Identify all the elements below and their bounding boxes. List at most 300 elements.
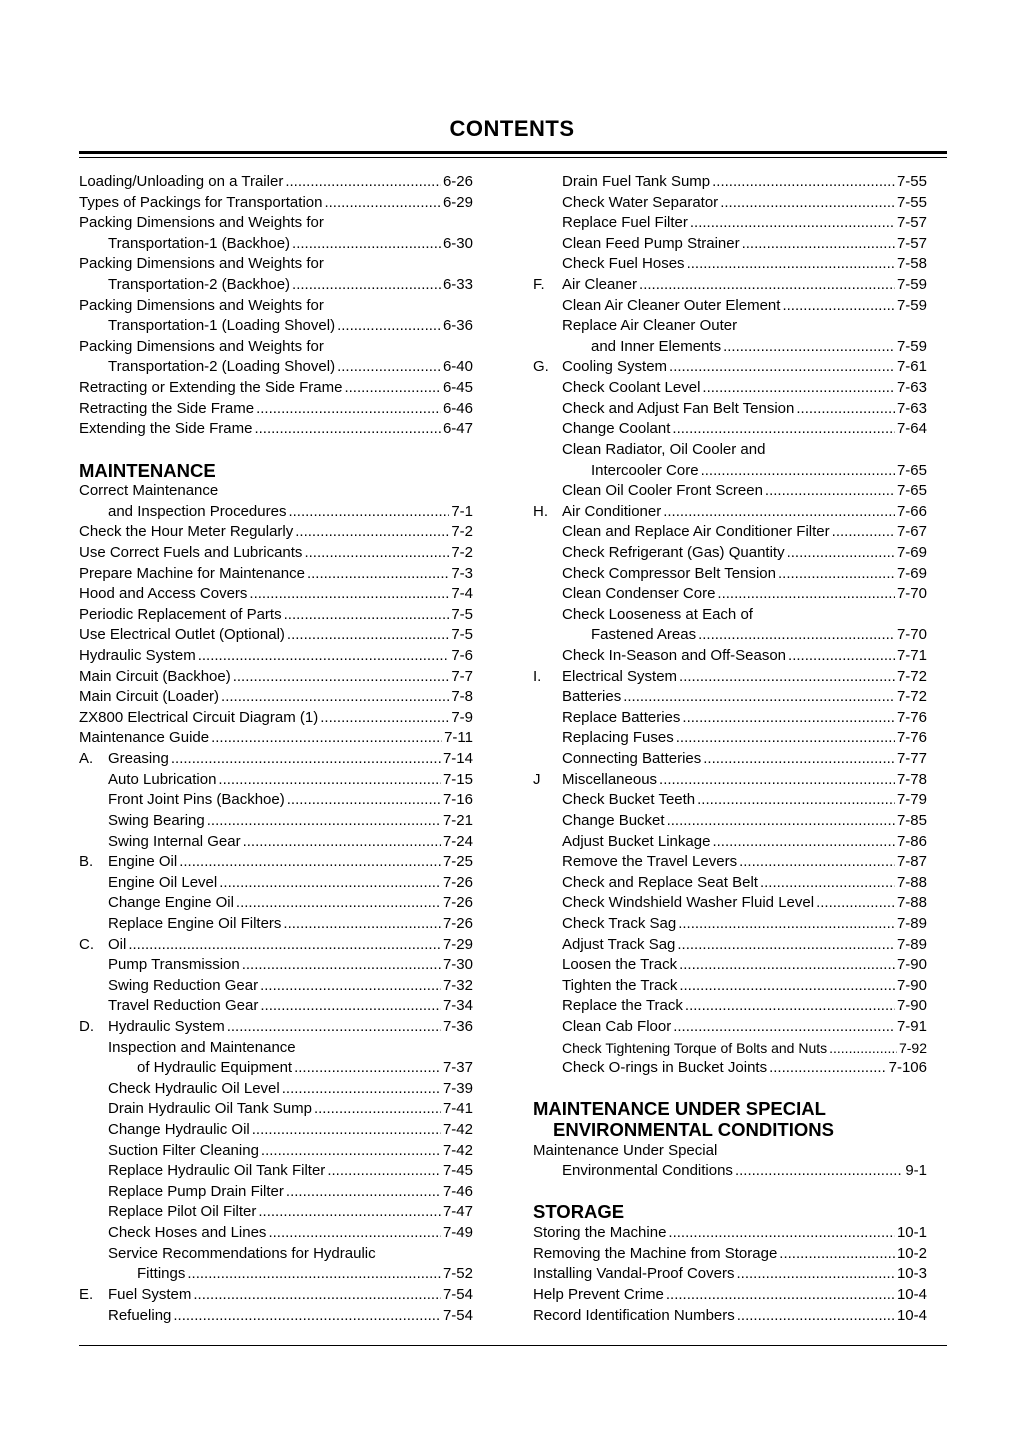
page-number: 7-26 bbox=[442, 914, 473, 932]
entry-title: Retracting the Side Frame bbox=[79, 399, 255, 417]
entry-title: Hydraulic System bbox=[108, 1017, 225, 1035]
toc-entry[interactable] bbox=[79, 254, 473, 275]
dot-leader bbox=[679, 955, 895, 976]
dot-leader bbox=[233, 667, 450, 688]
toc-entry[interactable] bbox=[79, 1017, 473, 1038]
entry-title: Swing Reduction Gear bbox=[108, 976, 259, 994]
page-number: 6-36 bbox=[442, 317, 473, 335]
entry-title: Check Bucket Teeth bbox=[562, 791, 696, 809]
entry-title: Engine Oil Level bbox=[108, 873, 218, 891]
toc-entry[interactable] bbox=[79, 687, 473, 708]
toc-entry[interactable] bbox=[79, 1202, 473, 1223]
dot-leader bbox=[742, 234, 895, 255]
entry-title: Air Cleaner bbox=[562, 276, 638, 294]
dot-leader bbox=[243, 832, 441, 853]
dot-leader bbox=[324, 193, 441, 214]
dot-leader bbox=[193, 1285, 441, 1306]
entry-title: Fittings bbox=[137, 1265, 186, 1283]
page-number: 7-92 bbox=[898, 1039, 927, 1056]
toc-entry[interactable] bbox=[79, 337, 473, 358]
page-number: 7-87 bbox=[896, 853, 927, 871]
toc-entry[interactable] bbox=[533, 502, 927, 523]
toc-entry[interactable] bbox=[79, 275, 473, 296]
entry-title: Packing Dimensions and Weights for bbox=[79, 337, 324, 355]
dot-leader bbox=[663, 502, 895, 523]
toc-entry[interactable] bbox=[79, 976, 473, 997]
toc-entry[interactable] bbox=[533, 728, 927, 749]
dot-leader bbox=[337, 357, 441, 378]
toc-entry[interactable] bbox=[79, 1038, 473, 1059]
entry-title: Periodic Replacement of Parts bbox=[79, 605, 282, 623]
page-number: 7-63 bbox=[896, 399, 927, 417]
dot-leader bbox=[829, 1038, 897, 1059]
toc-entry[interactable] bbox=[79, 296, 473, 317]
page-number: 7-11 bbox=[444, 729, 473, 747]
toc-entry[interactable] bbox=[533, 275, 927, 296]
toc-entry[interactable] bbox=[79, 564, 473, 585]
dot-leader bbox=[221, 687, 449, 708]
page-number: 7-26 bbox=[442, 873, 473, 891]
toc-entry[interactable] bbox=[533, 481, 927, 502]
toc-entry[interactable] bbox=[79, 316, 473, 337]
toc-entry[interactable] bbox=[533, 461, 927, 482]
entry-title: Check Windshield Washer Fluid Level bbox=[562, 894, 815, 912]
toc-entry[interactable] bbox=[533, 316, 927, 337]
toc-entry[interactable] bbox=[79, 234, 473, 255]
toc-entry[interactable] bbox=[79, 522, 473, 543]
dot-leader bbox=[218, 770, 441, 791]
entry-title: Prepare Machine for Maintenance bbox=[79, 564, 305, 582]
dot-leader bbox=[782, 296, 895, 317]
dot-leader bbox=[702, 378, 895, 399]
entry-title: Clean and Replace Air Conditioner Filter bbox=[562, 523, 830, 541]
toc-entry[interactable] bbox=[533, 811, 927, 832]
toc-entry[interactable] bbox=[79, 584, 473, 605]
toc-entry[interactable] bbox=[79, 481, 473, 502]
dot-leader bbox=[720, 193, 895, 214]
entry-title: Packing Dimensions and Weights for bbox=[79, 296, 324, 314]
page-number: 6-47 bbox=[442, 420, 473, 438]
entry-title: Replacing Fuses bbox=[562, 729, 674, 747]
entry-title: Maintenance Under Special bbox=[533, 1141, 718, 1159]
toc-entry[interactable] bbox=[79, 1285, 473, 1306]
toc-entry[interactable] bbox=[79, 1306, 473, 1327]
page-number: 7-29 bbox=[442, 935, 473, 953]
toc-entry[interactable] bbox=[533, 832, 927, 853]
page-number: 7-49 bbox=[442, 1224, 473, 1242]
page-number: 7-3 bbox=[451, 564, 473, 582]
page-number: 7-66 bbox=[896, 502, 927, 520]
entry-title: and Inspection Procedures bbox=[108, 502, 287, 520]
toc-entry[interactable] bbox=[533, 1306, 927, 1327]
page-number: 7-69 bbox=[896, 564, 927, 582]
page-number: 7-2 bbox=[451, 523, 473, 541]
entry-title: Replace the Track bbox=[562, 997, 683, 1015]
dot-leader bbox=[307, 564, 449, 585]
dot-leader bbox=[249, 584, 449, 605]
page-number: 7-58 bbox=[896, 255, 927, 273]
toc-entry[interactable] bbox=[533, 584, 927, 605]
toc-entry[interactable] bbox=[533, 378, 927, 399]
toc-entry[interactable] bbox=[533, 1161, 927, 1182]
toc-entry[interactable] bbox=[533, 1058, 927, 1079]
dot-leader bbox=[287, 790, 441, 811]
toc-entry[interactable] bbox=[79, 749, 473, 770]
toc-entry[interactable] bbox=[533, 1264, 927, 1285]
toc-entry[interactable] bbox=[79, 646, 473, 667]
entry-title: Drain Hydraulic Oil Tank Sump bbox=[108, 1100, 312, 1118]
toc-entry[interactable] bbox=[533, 254, 927, 275]
toc-entry[interactable] bbox=[533, 852, 927, 873]
dot-leader bbox=[666, 1285, 895, 1306]
page-number: 7-79 bbox=[896, 791, 927, 809]
toc-entry[interactable] bbox=[79, 1099, 473, 1120]
toc-entry[interactable] bbox=[79, 1244, 473, 1265]
page-number: 7-90 bbox=[896, 997, 927, 1015]
toc-entry[interactable] bbox=[79, 770, 473, 791]
entry-title: Refueling bbox=[108, 1306, 172, 1324]
toc-entry[interactable] bbox=[79, 357, 473, 378]
page-number: 6-29 bbox=[442, 193, 473, 211]
toc-entry[interactable] bbox=[79, 955, 473, 976]
entry-title: Hydraulic System bbox=[79, 647, 196, 665]
toc-entry[interactable] bbox=[79, 543, 473, 564]
dot-leader bbox=[788, 646, 895, 667]
entry-title: Check In-Season and Off-Season bbox=[562, 647, 787, 665]
entry-title: Oil bbox=[108, 935, 127, 953]
dot-leader bbox=[207, 811, 441, 832]
entry-marker: C. bbox=[79, 935, 94, 953]
page-number: 7-76 bbox=[896, 708, 927, 726]
toc-entry[interactable] bbox=[533, 399, 927, 420]
dot-leader bbox=[179, 852, 441, 873]
toc-entry[interactable] bbox=[533, 564, 927, 585]
toc-entry[interactable] bbox=[79, 378, 473, 399]
dot-leader bbox=[679, 976, 895, 997]
entry-title: Use Correct Fuels and Lubricants bbox=[79, 543, 303, 561]
footer-rule bbox=[79, 1345, 947, 1346]
entry-title: Loading/Unloading on a Trailer bbox=[79, 173, 284, 190]
toc-entry[interactable] bbox=[79, 399, 473, 420]
entry-title: Swing Bearing bbox=[108, 811, 205, 829]
toc-entry[interactable] bbox=[533, 172, 927, 193]
dot-leader bbox=[284, 605, 450, 626]
page-number: 7-69 bbox=[896, 543, 927, 561]
toc-entry[interactable] bbox=[79, 790, 473, 811]
toc-entry[interactable] bbox=[79, 1264, 473, 1285]
toc-entry[interactable] bbox=[533, 708, 927, 729]
entry-title: Maintenance Guide bbox=[79, 729, 210, 747]
entry-title: Clean Radiator, Oil Cooler and bbox=[562, 440, 766, 458]
entry-title: Transportation-2 (Backhoe) bbox=[108, 276, 291, 294]
page-number: 7-57 bbox=[896, 234, 927, 252]
entry-title: Replace Engine Oil Filters bbox=[108, 914, 282, 932]
toc-entry[interactable] bbox=[533, 1223, 927, 1244]
entry-marker: J bbox=[533, 770, 541, 788]
toc-entry[interactable] bbox=[79, 1161, 473, 1182]
entry-marker: H. bbox=[533, 502, 548, 520]
entry-title: Check and Replace Seat Belt bbox=[562, 873, 758, 891]
page-number: 7-70 bbox=[896, 626, 927, 644]
dot-leader bbox=[735, 1161, 903, 1182]
dot-leader bbox=[717, 584, 895, 605]
toc-entry[interactable] bbox=[533, 893, 927, 914]
toc-entry[interactable] bbox=[533, 955, 927, 976]
page-number: 7-24 bbox=[442, 832, 473, 850]
toc-entry[interactable] bbox=[79, 1058, 473, 1079]
toc-entry[interactable] bbox=[79, 914, 473, 935]
dot-leader bbox=[676, 728, 895, 749]
toc-entry[interactable] bbox=[79, 1182, 473, 1203]
page-number: 7-52 bbox=[442, 1265, 473, 1283]
dot-leader bbox=[236, 893, 441, 914]
toc-entry[interactable] bbox=[79, 832, 473, 853]
dot-leader bbox=[739, 852, 895, 873]
section-heading: MAINTENANCE UNDER SPECIAL bbox=[533, 1098, 826, 1120]
entry-title: Packing Dimensions and Weights for bbox=[79, 214, 324, 232]
entry-title: Clean Air Cleaner Outer Element bbox=[562, 296, 781, 314]
dot-leader bbox=[760, 873, 895, 894]
toc-entry[interactable] bbox=[533, 1038, 927, 1059]
dot-leader bbox=[832, 522, 895, 543]
dot-leader bbox=[623, 687, 895, 708]
entry-title: Transportation-1 (Loading Shovel) bbox=[108, 317, 336, 335]
page-number: 6-26 bbox=[442, 173, 473, 190]
page-number: 7-1 bbox=[451, 502, 473, 520]
dot-leader bbox=[227, 1017, 441, 1038]
dot-leader bbox=[283, 914, 441, 935]
entry-title: Engine Oil bbox=[108, 853, 178, 871]
toc-entry[interactable] bbox=[533, 976, 927, 997]
page-number: 7-36 bbox=[442, 1017, 473, 1035]
toc-entry[interactable] bbox=[79, 1223, 473, 1244]
page-number: 7-90 bbox=[896, 976, 927, 994]
dot-leader bbox=[173, 1306, 441, 1327]
page-number: 7-67 bbox=[896, 523, 927, 541]
toc-entry[interactable] bbox=[533, 296, 927, 317]
dot-leader bbox=[778, 564, 895, 585]
toc-entry[interactable] bbox=[79, 708, 473, 729]
dot-leader bbox=[737, 1306, 895, 1327]
dot-leader bbox=[304, 543, 449, 564]
toc-entry[interactable] bbox=[533, 1244, 927, 1265]
page-number: 10-4 bbox=[896, 1306, 927, 1324]
toc-entry[interactable] bbox=[79, 935, 473, 956]
toc-entry[interactable] bbox=[79, 873, 473, 894]
entry-marker: B. bbox=[79, 853, 94, 871]
entry-title: and Inner Elements bbox=[591, 337, 722, 355]
entry-title: Fastened Areas bbox=[591, 626, 697, 644]
dot-leader bbox=[252, 1120, 441, 1141]
toc-entry[interactable] bbox=[79, 1079, 473, 1100]
entry-title: Check Refrigerant (Gas) Quantity bbox=[562, 543, 785, 561]
toc-entry[interactable] bbox=[533, 234, 927, 255]
dot-leader bbox=[639, 275, 895, 296]
entry-marker: F. bbox=[533, 276, 545, 294]
page-number: 7-32 bbox=[442, 976, 473, 994]
entry-title: Check O-rings in Bucket Joints bbox=[562, 1059, 768, 1077]
page-number: 7-5 bbox=[451, 626, 473, 644]
toc-entry[interactable] bbox=[533, 873, 927, 894]
toc-entry[interactable] bbox=[533, 1017, 927, 1038]
toc-entry[interactable] bbox=[533, 193, 927, 214]
toc-entry[interactable] bbox=[533, 1285, 927, 1306]
page-number: 7-88 bbox=[896, 873, 927, 891]
entry-title: Check and Adjust Fan Belt Tension bbox=[562, 399, 795, 417]
dot-leader bbox=[268, 1223, 441, 1244]
entry-title: Replace Pump Drain Filter bbox=[108, 1182, 284, 1200]
page-number: 7-72 bbox=[896, 688, 927, 706]
dot-leader bbox=[667, 811, 895, 832]
entry-title: Replace Hydraulic Oil Tank Filter bbox=[108, 1162, 326, 1180]
dot-leader bbox=[320, 708, 449, 729]
page-number: 7-21 bbox=[442, 811, 473, 829]
page-number: 7-7 bbox=[451, 667, 473, 685]
toc-entry[interactable] bbox=[79, 193, 473, 214]
entry-title: Use Electrical Outlet (Optional) bbox=[79, 626, 285, 644]
dot-leader bbox=[682, 708, 895, 729]
dot-leader bbox=[787, 543, 895, 564]
entry-title: Check Coolant Level bbox=[562, 379, 701, 397]
page-number: 7-4 bbox=[451, 585, 473, 603]
page-number: 7-42 bbox=[442, 1141, 473, 1159]
page-number: 7-54 bbox=[442, 1285, 473, 1303]
entry-title: Types of Packings for Transportation bbox=[79, 193, 323, 211]
toc-entry[interactable] bbox=[533, 1141, 927, 1162]
entry-title: ZX800 Electrical Circuit Diagram (1) bbox=[79, 708, 319, 726]
dot-leader bbox=[769, 1058, 887, 1079]
section-heading: MAINTENANCE bbox=[79, 459, 216, 481]
toc-entry[interactable] bbox=[533, 749, 927, 770]
toc-entry[interactable] bbox=[533, 667, 927, 688]
entry-title: Travel Reduction Gear bbox=[108, 997, 259, 1015]
page-number: 10-4 bbox=[896, 1285, 927, 1303]
toc-entry[interactable] bbox=[533, 770, 927, 791]
toc-entry[interactable] bbox=[79, 605, 473, 626]
toc-entry[interactable] bbox=[533, 213, 927, 234]
dot-leader bbox=[260, 976, 441, 997]
dot-leader bbox=[286, 1182, 441, 1203]
entry-title: Storing the Machine bbox=[533, 1224, 667, 1242]
toc-entry[interactable] bbox=[533, 646, 927, 667]
entry-title: Check Hydraulic Oil Level bbox=[108, 1079, 280, 1097]
toc-entry[interactable] bbox=[79, 728, 473, 749]
toc-entry[interactable] bbox=[79, 213, 473, 234]
page-number: 6-33 bbox=[442, 276, 473, 294]
entry-title: Retracting or Extending the Side Frame bbox=[79, 379, 343, 397]
dot-leader bbox=[669, 357, 895, 378]
toc-entry[interactable] bbox=[79, 1120, 473, 1141]
section-heading: STORAGE bbox=[533, 1201, 625, 1223]
dot-leader bbox=[211, 728, 442, 749]
dot-leader bbox=[737, 1264, 895, 1285]
toc-entry[interactable] bbox=[533, 996, 927, 1017]
entry-title: Fuel System bbox=[108, 1285, 192, 1303]
entry-title: Remove the Travel Levers bbox=[562, 853, 738, 871]
entry-title: Installing Vandal-Proof Covers bbox=[533, 1265, 735, 1283]
dot-leader bbox=[679, 667, 895, 688]
page-number: 7-2 bbox=[451, 543, 473, 561]
page-number: 7-55 bbox=[896, 193, 927, 211]
toc-entry[interactable] bbox=[79, 1141, 473, 1162]
entry-title: of Hydraulic Equipment bbox=[137, 1059, 293, 1077]
dot-leader bbox=[344, 378, 441, 399]
toc-entry[interactable] bbox=[533, 543, 927, 564]
toc-entry[interactable] bbox=[533, 357, 927, 378]
page-number: 6-40 bbox=[442, 358, 473, 376]
entry-title: Check the Hour Meter Regularly bbox=[79, 523, 294, 541]
entry-title: Electrical System bbox=[562, 667, 678, 685]
dot-leader bbox=[698, 625, 895, 646]
toc-entry[interactable] bbox=[79, 172, 473, 193]
page-number: 7-59 bbox=[896, 337, 927, 355]
toc-entry[interactable] bbox=[79, 419, 473, 440]
page-number: 7-76 bbox=[896, 729, 927, 747]
title-rule-thin bbox=[79, 157, 947, 158]
page-number: 7-46 bbox=[442, 1182, 473, 1200]
toc-entry[interactable] bbox=[79, 996, 473, 1017]
entry-title: Cooling System bbox=[562, 358, 668, 376]
toc-entry[interactable] bbox=[533, 440, 927, 461]
page-number: 10-1 bbox=[896, 1224, 927, 1242]
page-number: 7-85 bbox=[896, 811, 927, 829]
toc-entry[interactable] bbox=[533, 935, 927, 956]
page-number: 7-5 bbox=[451, 605, 473, 623]
toc-entry[interactable] bbox=[533, 687, 927, 708]
toc-entry[interactable] bbox=[533, 790, 927, 811]
page-number: 7-47 bbox=[442, 1203, 473, 1221]
page-number: 7-91 bbox=[896, 1017, 927, 1035]
dot-leader bbox=[294, 1058, 441, 1079]
toc-entry[interactable] bbox=[533, 337, 927, 358]
dot-leader bbox=[171, 749, 441, 770]
toc-entry[interactable] bbox=[79, 667, 473, 688]
toc-entry[interactable] bbox=[79, 893, 473, 914]
dot-leader bbox=[260, 996, 441, 1017]
title-rule-thick bbox=[79, 151, 947, 154]
toc-entry[interactable] bbox=[79, 811, 473, 832]
dot-leader bbox=[712, 172, 895, 193]
toc-entry[interactable] bbox=[79, 852, 473, 873]
dot-leader bbox=[703, 749, 895, 770]
toc-entry[interactable] bbox=[533, 625, 927, 646]
entry-title: Check Tightening Torque of Bolts and Nuts bbox=[562, 1039, 828, 1056]
entry-title: Replace Batteries bbox=[562, 708, 681, 726]
toc-entry[interactable] bbox=[79, 625, 473, 646]
page-number: 7-89 bbox=[896, 914, 927, 932]
toc-entry[interactable] bbox=[79, 502, 473, 523]
dot-leader bbox=[779, 1244, 895, 1265]
dot-leader bbox=[292, 275, 441, 296]
dot-leader bbox=[673, 1017, 895, 1038]
page-number: 7-9 bbox=[451, 708, 473, 726]
dot-leader bbox=[697, 790, 895, 811]
toc-entry[interactable] bbox=[533, 419, 927, 440]
entry-title: Front Joint Pins (Backhoe) bbox=[108, 791, 285, 809]
entry-title: Intercooler Core bbox=[591, 461, 699, 479]
toc-entry[interactable] bbox=[533, 605, 927, 626]
dot-leader bbox=[668, 1223, 895, 1244]
page-number: 6-46 bbox=[442, 399, 473, 417]
page-number: 7-90 bbox=[896, 956, 927, 974]
entry-title: Tighten the Track bbox=[562, 976, 678, 994]
toc-entry[interactable] bbox=[533, 914, 927, 935]
toc-entry[interactable] bbox=[533, 522, 927, 543]
page-number: 7-70 bbox=[896, 585, 927, 603]
page-number: 7-106 bbox=[888, 1059, 927, 1077]
contents-column-left bbox=[79, 172, 473, 1326]
page-number: 6-30 bbox=[442, 234, 473, 252]
